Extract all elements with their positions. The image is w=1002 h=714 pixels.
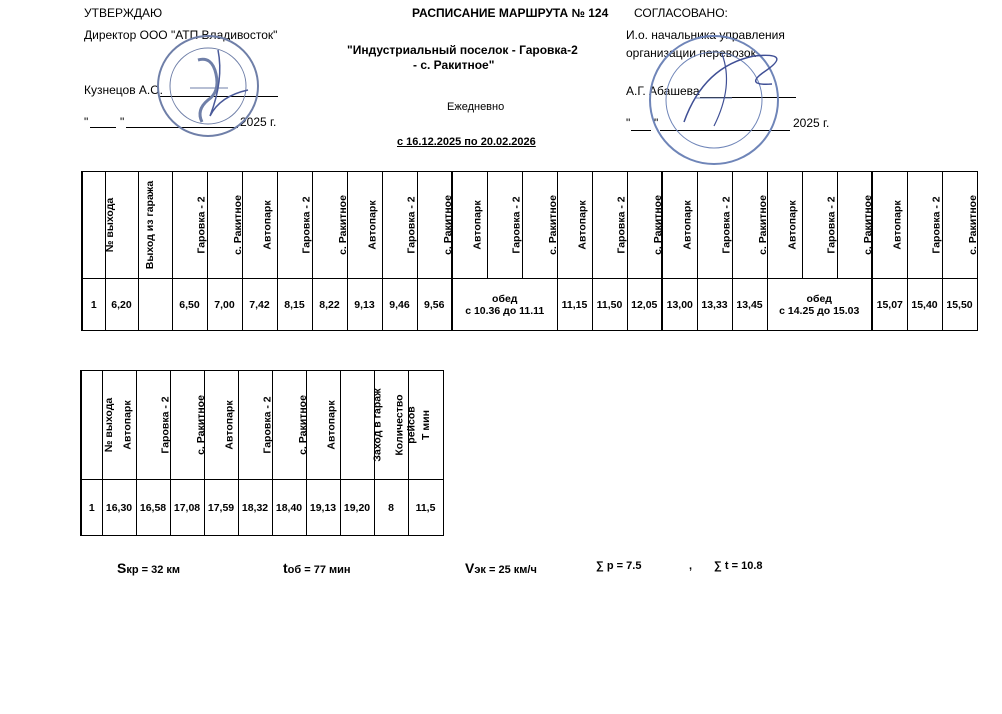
table2-data-row	[81, 480, 443, 536]
right-stamp	[644, 26, 784, 176]
time-cell: 16,58	[136, 480, 170, 536]
table1-header-cell: с. Ракитное	[522, 172, 557, 279]
table2-header-cell: № выхода	[81, 371, 102, 480]
sum-t-formula: ∑ t = 10.8	[714, 560, 763, 572]
table1-header-cell: Гаровка - 2	[382, 172, 417, 279]
table2-header-cell: Гаровка - 2	[136, 371, 170, 480]
table1-header-cell: Автопарк	[662, 172, 697, 279]
time-cell: 18,40	[272, 480, 306, 536]
time-cell: 11,15	[557, 279, 592, 331]
time-cell: 6,50	[172, 279, 207, 331]
table2-header-cell: Автопарк	[102, 371, 136, 480]
table1-data-row	[82, 279, 977, 331]
time-cell: 11,50	[592, 279, 627, 331]
time-cell: 13,00	[662, 279, 697, 331]
time-cell: 15,40	[907, 279, 942, 331]
table1-header-cell: с. Ракитное	[417, 172, 452, 279]
trip-count-cell: 8	[374, 480, 408, 536]
approver-name: Кузнецов А.О.	[84, 83, 163, 97]
table2-header-cell: с. Ракитное	[170, 371, 204, 480]
route-length-formula: Sкр = 32 км	[117, 560, 181, 576]
table1-header-cell: Выход из гаража	[105, 172, 138, 279]
route-name-line2: - с. Ракитное"	[413, 58, 495, 72]
agreed-date-open-quote: "	[626, 116, 631, 130]
table2-header-cell: Заход в гараж	[340, 371, 374, 480]
time-cell: 13,33	[697, 279, 732, 331]
table1-header-cell: Автопарк	[347, 172, 382, 279]
lunch-break-1-time: с 10.36 до 11.11	[465, 304, 545, 317]
lunch-break-2-label: обед	[806, 292, 832, 305]
lunch-break-cell-2	[767, 279, 872, 331]
time-cell: 8,22	[312, 279, 347, 331]
frequency-label: Ежедневно	[447, 101, 505, 113]
agreed-label: СОГЛАСОВАНО:	[634, 6, 728, 20]
sum-p-formula: ∑ р = 7.5	[596, 560, 642, 572]
table1-header-cell: с. Ракитное	[732, 172, 767, 279]
lunch-break-1-label: обед	[492, 292, 518, 305]
time-cell: 13,45	[732, 279, 767, 331]
table1-header-cell: № выхода	[82, 172, 105, 279]
table2-header-row	[81, 371, 443, 480]
lunch-break-2-time: с 14.25 до 15.03	[779, 304, 860, 317]
time-cell: 19,13	[306, 480, 340, 536]
garage-return-time-cell: 19,20	[340, 480, 374, 536]
table1-header-cell: Гаровка - 2	[802, 172, 837, 279]
schedule-table-evening	[80, 370, 444, 536]
table2-header-cell-trips: Количество рейсов	[374, 371, 408, 480]
approve-label: УТВЕРЖДАЮ	[84, 6, 163, 20]
time-cell: 16,30	[102, 480, 136, 536]
left-stamp	[150, 30, 270, 140]
schedule-title: РАСПИСАНИЕ МАРШРУТА № 124	[412, 6, 609, 20]
table1-header-cell: Автопарк	[872, 172, 907, 279]
table1-header-cell: Автопарк	[767, 172, 802, 279]
time-cell: 7,00	[207, 279, 242, 331]
table1-header-cell: Автопарк	[242, 172, 277, 279]
lunch-break-cell-1	[452, 279, 557, 331]
summary-comma: ,	[689, 560, 693, 572]
table2-header-cell: с. Ракитное	[272, 371, 306, 480]
exit-number-cell: 1	[81, 480, 102, 536]
time-cell: 12,05	[627, 279, 662, 331]
time-cell: 9,46	[382, 279, 417, 331]
time-cell: 17,08	[170, 480, 204, 536]
time-cell: 17,59	[204, 480, 238, 536]
approve-date-close-quote: "	[120, 115, 125, 129]
table1-header-cell: с. Ракитное	[207, 172, 242, 279]
agreed-date-close-quote: "	[654, 116, 659, 130]
table1-header-cell: Гаровка - 2	[487, 172, 522, 279]
agreer-position-line1: И.о. начальника управления	[626, 28, 785, 42]
table1-header-cell: с. Ракитное	[627, 172, 662, 279]
agreer-position-line2: организации перевозок	[626, 46, 756, 60]
agreer-name: А.Г. Абашева	[626, 84, 700, 98]
table1-header-cell: Гаровка - 2	[907, 172, 942, 279]
time-cell: 9,56	[417, 279, 452, 331]
table2-header-cell: Автопарк	[306, 371, 340, 480]
route-name-line1: "Индустриальный поселок - Гаровка-2	[347, 43, 578, 57]
operating-speed-formula: Vэк = 25 км/ч	[465, 560, 537, 576]
table2-header-cell: Автопарк	[204, 371, 238, 480]
table1-header-cell: Гаровка - 2	[277, 172, 312, 279]
table1-header-cell: Гаровка - 2	[697, 172, 732, 279]
agreed-date-year: 2025 г.	[793, 116, 830, 130]
blank-cell	[138, 279, 172, 331]
table2-header-cell: Гаровка - 2	[238, 371, 272, 480]
approve-date-year: 2025 г.	[240, 115, 277, 129]
time-cell: 8,15	[277, 279, 312, 331]
garage-exit-time-cell: 6,20	[105, 279, 138, 331]
exit-number-cell: 1	[82, 279, 105, 331]
period-label: с 16.12.2025 по 20.02.2026	[397, 136, 536, 148]
table1-header-row	[82, 172, 977, 279]
t-min-cell: 11,5	[408, 480, 443, 536]
table1-header-cell: Автопарк	[452, 172, 487, 279]
time-cell: 9,13	[347, 279, 382, 331]
time-cell: 18,32	[238, 480, 272, 536]
table1-header-cell: Гаровка - 2	[592, 172, 627, 279]
table1-header-cell: Гаровка - 2	[172, 172, 207, 279]
approver-position: Директор ООО "АТП Владивосток"	[84, 28, 278, 42]
approve-date-day-line	[90, 127, 116, 128]
turnaround-time-formula: tоб = 77 мин	[283, 560, 351, 576]
table1-header-cell: с. Ракитное	[837, 172, 872, 279]
table2-header-cell: Т мин	[408, 371, 443, 480]
approve-date-open-quote: "	[84, 115, 89, 129]
table1-header-cell: с. Ракитное	[942, 172, 977, 279]
schedule-table-morning	[81, 171, 978, 331]
time-cell: 15,07	[872, 279, 907, 331]
table1-header-cell: Автопарк	[557, 172, 592, 279]
table1-header-cell: с. Ракитное	[312, 172, 347, 279]
time-cell: 15,50	[942, 279, 977, 331]
time-cell: 7,42	[242, 279, 277, 331]
